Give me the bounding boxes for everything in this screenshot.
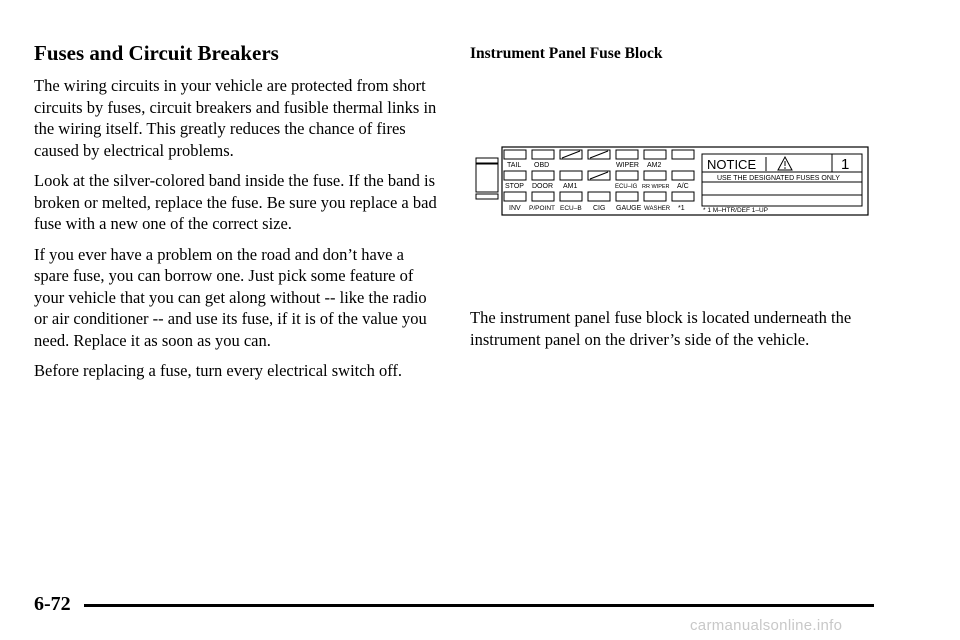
fuse-label-washer: WASHER	[644, 206, 671, 212]
fuse-block-heading: Instrument Panel Fuse Block	[470, 45, 663, 62]
left-column	[34, 40, 442, 391]
fuse-label-tail: TAIL	[507, 162, 522, 169]
fuse-label-wiper: WIPER	[616, 162, 639, 169]
fuse-label-star1: *1	[678, 205, 685, 212]
watermark-text: carmanualsonline.info	[690, 617, 843, 634]
fuse-label-door: DOOR	[532, 183, 553, 190]
page-number: 6-72	[34, 593, 71, 615]
paragraph-borrow: If you ever have a problem on the road and don’t have a spare fuse, you can borrow one. Just pick some feature of your vehicle that you can get along without -- like the radio or air conditioner -- and use its fuse, if it is of the value you need. Replace it as soon as you can.	[34, 244, 427, 350]
fuse-label-am2: AM2	[647, 162, 662, 169]
fuse-label-ecu-ig: ECU–IG	[615, 184, 638, 190]
warning-triangle-icon	[778, 157, 792, 170]
paragraph-inspect: Look at the silver-colored band inside the fuse. If the band is broken or melted, replace the fuse. Be sure you replace a bad fuse with a new one of the correct size.	[34, 171, 437, 233]
fuse-row-3	[504, 192, 694, 201]
fuse-label-ecu-b: ECU–B	[560, 205, 582, 212]
fuse-label-obd: OBD	[534, 162, 550, 169]
fuse-row-1	[504, 150, 694, 159]
connector-block	[476, 164, 498, 192]
paragraph-intro: The wiring circuits in your vehicle are protected from short circuits by fuses, circuit breakers and fusible thermal links in the wiring itself. This greatly reduces the chance of fires caused by electrical problems.	[34, 76, 437, 160]
fuse-footnote: * 1 M–HTR/DEF 1–UP	[703, 207, 769, 214]
fuse-block-diagram	[474, 145, 870, 219]
footer-rule	[84, 604, 874, 607]
fuse-label-stop: STOP	[505, 183, 524, 190]
paragraph-switch-off: Before replacing a fuse, turn every electrical switch off.	[34, 361, 403, 380]
notice-number: 1	[841, 156, 850, 173]
fuse-label-rr-wiper: RR WIPER	[642, 184, 670, 190]
notice-title: NOTICE	[707, 157, 757, 172]
fuse-block-caption: The instrument panel fuse block is located underneath the instrument panel on the driver’s side of the vehicle.	[470, 308, 852, 349]
fuse-label-cig: CIG	[593, 205, 606, 212]
connector-tab-top	[476, 158, 498, 163]
section-title: Fuses and Circuit Breakers	[34, 41, 279, 65]
fuse-label-gauge: GAUGE	[616, 205, 642, 212]
fuse-label-inv: INV	[509, 205, 521, 212]
notice-text: USE THE DESIGNATED FUSES ONLY	[717, 175, 840, 182]
fuse-label-p-point: P/POINT	[529, 205, 556, 212]
fuse-label-ac: A/C	[677, 183, 689, 190]
connector-tab-bottom	[476, 194, 498, 199]
fuse-row-2	[504, 171, 694, 180]
fuse-label-am1: AM1	[563, 183, 578, 190]
